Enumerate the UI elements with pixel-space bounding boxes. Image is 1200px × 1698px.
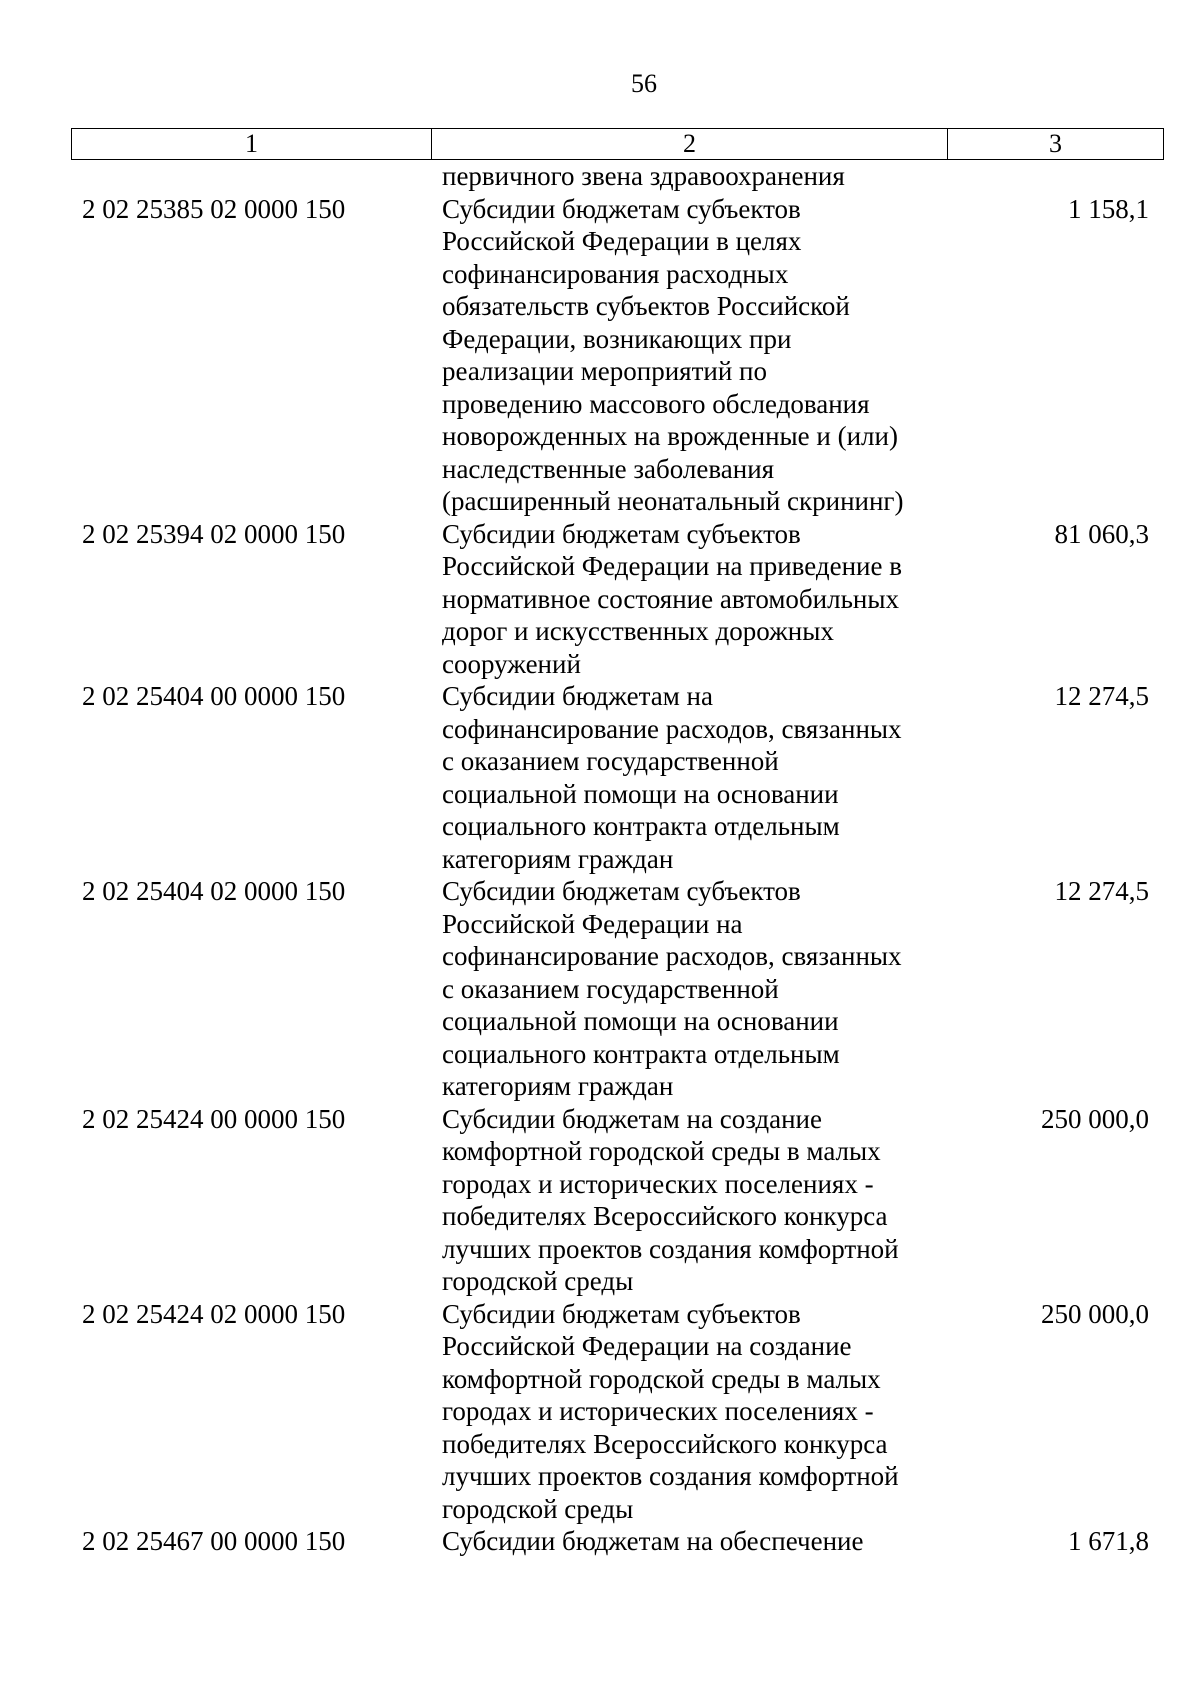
table-row <box>71 160 1160 193</box>
budget-amount: 250 000,0 <box>1041 1298 1149 1329</box>
budget-item-name-line: обязательств субъектов Российской <box>442 291 850 321</box>
table-row <box>71 1525 1160 1558</box>
table-row <box>71 875 1160 1103</box>
budget-item-name <box>430 193 945 518</box>
budget-item-name-line: наследственные заболевания <box>442 453 775 484</box>
header-column-3: 3 <box>948 129 1164 160</box>
budget-item-name-line: реализации мероприятий по <box>442 356 767 386</box>
budget-item-name-line: лучших проектов создания комфортной <box>442 1461 899 1491</box>
budget-item-name-line: первичного звена здравоохранения <box>442 161 845 191</box>
budget-item-name-line: категориям граждан <box>442 1071 674 1101</box>
budget-item-name-line: социальной помощи на основании <box>442 778 839 809</box>
table-row <box>71 518 1160 681</box>
budget-item-name-line: с оказанием государственной <box>442 973 779 1004</box>
table-body <box>71 160 1160 1558</box>
header-column-2: 2 <box>432 129 948 160</box>
table-row <box>71 1103 1160 1298</box>
budget-amount <box>945 160 1160 193</box>
budget-item-name-line: проведению массового обследования <box>442 388 870 419</box>
budget-item-name-line: с оказанием государственной <box>442 746 779 776</box>
budget-item-name-line: нормативное состояние автомобильных <box>442 583 899 614</box>
table-row <box>71 193 1160 518</box>
budget-amount: 250 000,0 <box>1041 1103 1149 1134</box>
budget-amount: 1 158,1 <box>1068 193 1149 224</box>
budget-item-name-line: городской среды <box>442 1493 634 1524</box>
budget-item-name-line: социального контракта отдельным <box>442 1038 840 1069</box>
budget-item-name-line: Субсидии бюджетам субъектов <box>442 876 801 906</box>
budget-item-name-line: сооружений <box>442 648 581 679</box>
budget-item-name-line: Субсидии бюджетам субъектов <box>442 1298 801 1329</box>
header-column-1: 1 <box>72 129 432 160</box>
budget-code: 2 02 25467 00 0000 150 <box>82 1526 346 1556</box>
budget-item-name-line: победителях Всероссийского конкурса <box>442 1201 888 1231</box>
budget-item-name-line: городах и исторических поселениях - <box>442 1168 874 1199</box>
budget-item-name-line: лучших проектов создания комфортной <box>442 1233 899 1264</box>
budget-item-name-line: Российской Федерации на <box>442 908 743 939</box>
budget-item-name-line: софинансирования расходных <box>442 258 789 289</box>
page-number: 56 <box>631 69 657 98</box>
budget-item-name <box>430 1103 945 1298</box>
budget-item-name-line: Субсидии бюджетам на обеспечение <box>442 1526 864 1556</box>
budget-code: 2 02 25424 00 0000 150 <box>82 1103 346 1134</box>
budget-code: 2 02 25404 02 0000 150 <box>82 876 346 906</box>
budget-item-name-line: Субсидии бюджетам субъектов <box>442 193 801 224</box>
budget-item-name <box>430 160 945 193</box>
budget-item-name-line: социальной помощи на основании <box>442 1006 839 1036</box>
budget-item-name <box>430 875 945 1103</box>
budget-item-name-line: комфортной городской среды в малых <box>442 1363 881 1394</box>
budget-code <box>71 160 430 193</box>
table-row <box>71 680 1160 875</box>
budget-item-name <box>430 518 945 681</box>
budget-item-name-line: городах и исторических поселениях - <box>442 1396 874 1426</box>
budget-item-name-line: Субсидии бюджетам на создание <box>442 1103 822 1134</box>
table-header <box>71 128 1164 160</box>
budget-amount: 12 274,5 <box>1054 681 1149 711</box>
budget-item-name-line: Федерации, возникающих при <box>442 323 792 354</box>
budget-item-name <box>430 1298 945 1526</box>
budget-item-name-line: Субсидии бюджетам на <box>442 681 713 711</box>
budget-table <box>71 128 1160 1558</box>
budget-code: 2 02 25424 02 0000 150 <box>82 1298 346 1329</box>
budget-item-name-line: Российской Федерации на приведение в <box>442 551 902 581</box>
budget-item-name-line: дорог и искусственных дорожных <box>442 616 834 646</box>
budget-item-name-line: софинансирование расходов, связанных <box>442 713 902 744</box>
budget-item-name-line: Российской Федерации на создание <box>442 1331 852 1361</box>
budget-amount: 1 671,8 <box>1068 1526 1149 1556</box>
budget-amount: 12 274,5 <box>1054 876 1149 906</box>
budget-item-name-line: новорожденных на врожденные и (или) <box>442 421 898 451</box>
budget-code: 2 02 25404 00 0000 150 <box>82 681 346 711</box>
budget-code: 2 02 25394 02 0000 150 <box>82 518 346 549</box>
budget-item-name-line: (расширенный неонатальный скрининг) <box>442 486 904 516</box>
budget-item-name-line: Субсидии бюджетам субъектов <box>442 518 801 549</box>
budget-item-name-line: городской среды <box>442 1266 634 1296</box>
budget-amount: 81 060,3 <box>1054 518 1149 549</box>
budget-item-name-line: категориям граждан <box>442 843 674 874</box>
budget-item-name-line: социального контракта отдельным <box>442 811 840 841</box>
table-row <box>71 1298 1160 1526</box>
budget-item-name <box>430 680 945 875</box>
budget-item-name-line: комфортной городской среды в малых <box>442 1136 881 1166</box>
budget-item-name-line: Российской Федерации в целях <box>442 226 802 256</box>
budget-code: 2 02 25385 02 0000 150 <box>82 193 346 224</box>
budget-item-name-line: победителях Всероссийского конкурса <box>442 1428 888 1459</box>
budget-item-name-line: софинансирование расходов, связанных <box>442 941 902 971</box>
budget-item-name <box>430 1525 945 1558</box>
